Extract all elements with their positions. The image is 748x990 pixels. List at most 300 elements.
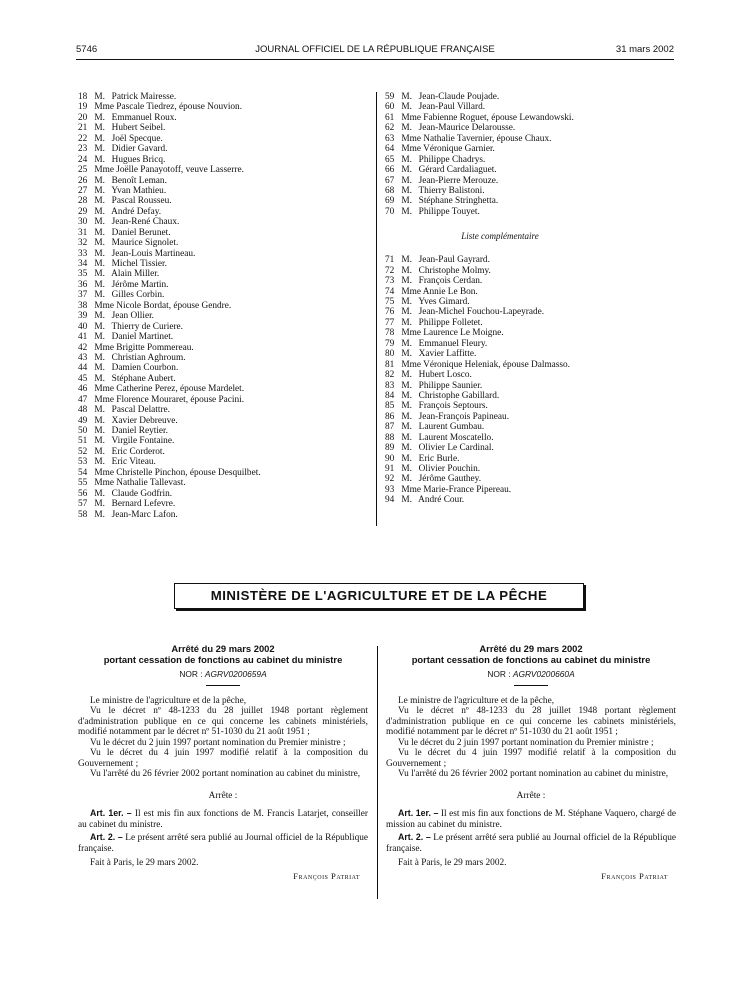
entry-civility: M. [94, 227, 105, 238]
entry-rank: 73 [385, 276, 395, 287]
entry-civility: Mme [94, 384, 114, 395]
entry-rank: 59 [385, 92, 395, 102]
list-item [78, 322, 261, 332]
entry-civility: M. [401, 474, 412, 485]
column-divider [376, 92, 377, 526]
entry-civility: M. [94, 426, 105, 436]
entry-rank: 36 [78, 279, 88, 290]
entry-rank: 77 [385, 317, 395, 328]
entry-name: Olivier Pouchin. [418, 464, 481, 474]
entry-rank: 37 [78, 290, 88, 301]
nor-label: NOR : [487, 669, 513, 679]
entry-name: Christian Aghroum. [111, 352, 186, 363]
list-item [385, 123, 615, 133]
preamble-paragraph: Vu le décret du 2 juin 1997 portant nomination du Premier ministre ; [90, 737, 346, 748]
list-item [78, 447, 261, 457]
entry-rank: 24 [78, 154, 88, 165]
entry-civility: M. [94, 290, 105, 301]
entry-civility: M. [94, 123, 105, 134]
title-rule [514, 685, 548, 686]
entry-civility: Mme [94, 467, 114, 478]
entry-name: Jérôme Gauthey. [418, 474, 482, 485]
decree-title: Arrêté du 29 mars 2002 [479, 643, 583, 654]
entry-civility: M. [401, 255, 412, 266]
list-item [78, 353, 261, 363]
list-item [385, 297, 615, 307]
list-item [78, 416, 261, 426]
entry-rank: 87 [385, 422, 395, 433]
entry-civility: M. [401, 175, 412, 186]
list-item [78, 259, 261, 269]
entry-name: Thierry de Curiere. [111, 321, 183, 332]
list-item [78, 280, 261, 290]
signature: François Patriat [293, 870, 360, 881]
list-item [78, 332, 261, 342]
entry-name: Nicole Bordat, épouse Gendre. [116, 300, 232, 311]
entry-rank: 63 [385, 133, 395, 144]
entry-name: Hugues Bricq. [111, 154, 166, 165]
signature: François Patriat [601, 870, 668, 881]
entry-civility: M. [94, 352, 105, 363]
entry-name: Laurent Gumbau. [418, 422, 485, 433]
nor-reference [386, 669, 676, 680]
list-item [385, 266, 615, 276]
list-item [385, 401, 615, 411]
entry-civility: M. [401, 154, 412, 165]
entry-civility: Mme [401, 484, 421, 495]
journal-title: JOURNAL OFFICIEL DE LA RÉPUBLIQUE FRANÇAISE [255, 44, 495, 55]
list-item [385, 454, 615, 464]
list-item [385, 349, 615, 359]
entry-rank: 70 [385, 206, 395, 217]
complementary-list-title: Liste complémentaire [461, 231, 539, 242]
decree-title: Arrêté du 29 mars 2002 [171, 643, 275, 654]
entry-rank: 94 [385, 495, 395, 506]
ministry-banner: MINISTÈRE DE L'AGRICULTURE ET DE LA PÊCHE [174, 583, 584, 609]
entry-name: François Septours. [418, 401, 488, 412]
entry-civility: M. [401, 390, 412, 401]
article-2-text: Le présent arrêté sera publié au Journal officiel de la République française. [78, 833, 368, 854]
entry-rank: 44 [78, 363, 88, 374]
entry-name: André Defay. [111, 206, 162, 217]
list-item [78, 510, 261, 520]
right-name-list [385, 92, 615, 506]
entry-civility: M. [94, 446, 105, 457]
list-item [385, 276, 615, 286]
entry-rank: 41 [78, 332, 88, 343]
entry-rank: 64 [385, 144, 395, 155]
entry-civility: M. [401, 317, 412, 328]
list-item [78, 395, 261, 405]
article-2-label: Art. 2. – [398, 832, 431, 842]
list-item [78, 102, 261, 112]
entry-rank: 84 [385, 390, 395, 401]
list-item [78, 426, 261, 436]
entry-civility: M. [401, 265, 412, 276]
entry-rank: 33 [78, 248, 88, 259]
entry-civility: Mme [401, 328, 421, 339]
entry-rank: 80 [385, 349, 395, 360]
entry-civility: M. [401, 92, 412, 102]
list-item [78, 363, 261, 373]
entry-rank: 25 [78, 165, 88, 176]
entry-name: Florence Mouraret, épouse Pacini. [116, 394, 245, 405]
entry-name: Jérôme Martin. [111, 279, 169, 290]
nor-code: AGRV0200659A [204, 669, 267, 679]
entry-name: Stéphane Aubert. [111, 373, 176, 384]
entry-name: François Cerdan. [418, 276, 483, 287]
entry-rank: 60 [385, 102, 395, 113]
entry-rank: 47 [78, 394, 88, 405]
entry-rank: 88 [385, 432, 395, 443]
list-item [385, 370, 615, 380]
entry-rank: 54 [78, 467, 88, 478]
article-1 [386, 808, 676, 830]
entry-civility: M. [401, 165, 412, 176]
list-item [78, 123, 261, 133]
entry-civility: M. [94, 269, 105, 280]
entry-rank: 75 [385, 297, 395, 307]
list-item [385, 155, 615, 165]
entry-rank: 79 [385, 338, 395, 349]
list-item [78, 499, 261, 509]
entry-name: Yves Gimard. [418, 297, 470, 307]
preamble-paragraph: Vu le décret du 4 juin 1997 modifié relatif à la composition du Gouvernement ; [386, 748, 676, 769]
entry-civility: M. [94, 499, 105, 510]
entry-rank: 68 [385, 185, 395, 196]
entry-rank: 34 [78, 259, 88, 269]
entry-civility: M. [94, 112, 105, 123]
page-header [76, 44, 674, 58]
entry-civility: M. [401, 411, 412, 422]
entry-name: Nathalie Tavernier, épouse Chaux. [423, 133, 552, 144]
entry-name: Bernard Lefevre. [111, 499, 176, 510]
entry-civility: M. [94, 436, 105, 447]
list-item [78, 269, 261, 279]
entry-name: Christelle Pinchon, épouse Desquilbet. [116, 467, 261, 478]
entry-name: Joël Specque. [111, 133, 163, 144]
entry-civility: M. [94, 144, 105, 155]
entry-name: Jean-René Chaux. [111, 217, 180, 228]
entry-civility: Mme [94, 394, 114, 405]
entry-civility: M. [401, 432, 412, 443]
entry-civility: M. [94, 196, 105, 207]
entry-rank: 53 [78, 457, 88, 468]
list-item [78, 155, 261, 165]
list-item [78, 249, 261, 259]
entry-civility: Mme [94, 478, 114, 489]
place-and-date: Fait à Paris, le 29 mars 2002. [398, 858, 507, 868]
entry-rank: 21 [78, 123, 88, 134]
entry-civility: M. [401, 276, 412, 287]
entry-name: Benoît Leman. [111, 175, 167, 186]
entry-rank: 52 [78, 446, 88, 457]
entry-civility: Mme [401, 133, 421, 144]
entry-civility: M. [94, 248, 105, 259]
entry-name: Didier Gavard. [111, 144, 168, 155]
list-item [78, 186, 261, 196]
entry-name: Jean-Marc Lafon. [111, 509, 178, 520]
entry-name: Laurence Le Moigne. [423, 328, 504, 339]
list-item [78, 176, 261, 186]
list-item [78, 489, 261, 499]
list-item [385, 422, 615, 432]
arrete-heading: Arrête : [516, 790, 546, 801]
entry-civility: M. [94, 332, 105, 343]
entry-civility: M. [401, 453, 412, 464]
entry-rank: 26 [78, 175, 88, 186]
entry-civility: M. [94, 279, 105, 290]
nor-reference [78, 669, 368, 680]
list-item [385, 474, 615, 484]
entry-civility: M. [401, 495, 412, 506]
entry-rank: 38 [78, 300, 88, 311]
entry-name: Virgile Fontaine. [111, 436, 175, 447]
entry-name: Hubert Losco. [418, 370, 472, 381]
entry-rank: 78 [385, 328, 395, 339]
list-item [78, 405, 261, 415]
list-item [78, 228, 261, 238]
entry-name: Eric Viteau. [111, 457, 156, 468]
place-and-date: Fait à Paris, le 29 mars 2002. [90, 858, 199, 868]
entry-civility: M. [94, 488, 105, 499]
entry-rank: 93 [385, 484, 395, 495]
entry-civility: M. [94, 238, 105, 249]
entry-rank: 61 [385, 112, 395, 123]
entry-rank: 45 [78, 373, 88, 384]
list-item [78, 374, 261, 384]
entry-name: Véronique Heleniak, épouse Dalmasso. [423, 359, 571, 370]
entry-rank: 83 [385, 380, 395, 391]
entry-name: Claude Godfrin. [111, 488, 173, 499]
list-item [78, 384, 261, 394]
entry-name: Pascal Rousseu. [111, 196, 172, 207]
entry-name: Eric Corderot. [111, 446, 165, 457]
list-item [385, 339, 615, 349]
header-rule [76, 59, 674, 60]
list-item [385, 113, 615, 123]
entry-civility: M. [401, 185, 412, 196]
title-rule [206, 685, 240, 686]
list-item [385, 196, 615, 206]
entry-name: Catherine Perez, épouse Mardelet. [116, 384, 245, 395]
entry-name: Thierry Balistoni. [418, 185, 485, 196]
preamble-paragraph: Vu l'arrêté du 26 février 2002 portant nomination au cabinet du ministre, [90, 769, 361, 779]
entry-rank: 66 [385, 165, 395, 176]
entry-name: Jean-Pierre Merouze. [418, 175, 499, 186]
entry-name: Jean-Paul Villard. [418, 102, 486, 113]
entry-civility: M. [94, 373, 105, 384]
preamble-paragraph: Vu le décret nº 48-1233 du 28 juillet 1948 portant règlement d'administration publique en ce qui concerne les cabinets ministériels, modifié notamment par le décret nº 51-1030 du 21 août 1951 ; [386, 706, 676, 737]
list-item [385, 144, 615, 154]
entry-name: Jean-Michel Fouchou-Lapeyrade. [418, 307, 545, 318]
entry-civility: Mme [94, 102, 114, 113]
entry-rank: 62 [385, 123, 395, 134]
list-item [385, 165, 615, 175]
entry-rank: 74 [385, 286, 395, 297]
entry-civility: M. [401, 196, 412, 207]
entry-civility: M. [401, 422, 412, 433]
entry-rank: 86 [385, 411, 395, 422]
list-item [385, 443, 615, 453]
entry-civility: M. [401, 307, 412, 318]
list-item [385, 328, 615, 338]
entry-rank: 27 [78, 185, 88, 196]
list-item [385, 287, 615, 297]
entry-rank: 28 [78, 196, 88, 207]
entry-name: Alain Miller. [111, 269, 160, 280]
left-name-list [78, 92, 261, 520]
entry-name: Olivier Le Cardinal. [418, 443, 494, 454]
entry-name: Philippe Saunier. [418, 380, 483, 391]
entry-name: Emmanuel Fleury. [418, 338, 488, 349]
entry-civility: M. [94, 185, 105, 196]
entry-name: Nathalie Tallevast. [116, 478, 186, 489]
entry-civility: M. [94, 457, 105, 468]
entry-rank: 30 [78, 217, 88, 228]
article-2 [78, 832, 368, 854]
list-item [385, 102, 615, 112]
entry-name: Laurent Moscatello. [418, 432, 494, 443]
article-2 [386, 832, 676, 854]
list-item [78, 207, 261, 217]
entry-name: Michel Tissier. [111, 259, 167, 269]
entry-name: Daniel Berunet. [111, 227, 171, 238]
entry-name: Daniel Martinet. [111, 332, 174, 343]
entry-civility: M. [401, 464, 412, 474]
list-item [385, 318, 615, 328]
entry-rank: 42 [78, 342, 88, 353]
entry-civility: M. [401, 349, 412, 360]
list-item [385, 360, 615, 370]
entry-name: Stéphane Stringhetta. [418, 196, 499, 207]
entry-name: Gilles Corbin. [111, 290, 165, 301]
entry-name: Philippe Folletet. [418, 317, 483, 328]
entry-civility: M. [94, 133, 105, 144]
entry-name: Pascal Delattre. [111, 405, 170, 416]
entry-rank: 22 [78, 133, 88, 144]
entry-name: Jean-Maurice Delarousse. [418, 123, 516, 134]
list-item [78, 468, 261, 478]
list-item [385, 307, 615, 317]
preamble-paragraph: Vu le décret nº 48-1233 du 28 juillet 1948 portant règlement d'administration publique en ce qui concerne les cabinets ministériels, modifié notamment par le décret nº 51-1030 du 21 août 1951 ; [78, 706, 368, 737]
entry-name: Marie-France Pipereau. [423, 484, 512, 495]
entry-civility: M. [94, 154, 105, 165]
list-item [385, 495, 615, 505]
entry-civility: M. [401, 123, 412, 134]
entry-rank: 91 [385, 464, 395, 474]
entry-civility: M. [401, 370, 412, 381]
entry-civility: M. [94, 415, 105, 426]
entry-rank: 18 [78, 92, 88, 102]
entry-name: Jean-Paul Gayrard. [418, 255, 490, 266]
entry-rank: 71 [385, 255, 395, 266]
entry-name: Jean-Claude Poujade. [418, 92, 500, 102]
list-item [78, 165, 261, 175]
entry-name: Fabienne Roguet, épouse Lewandowski. [423, 112, 574, 123]
nor-code: AGRV0200660A [512, 669, 575, 679]
preamble-paragraph: Le ministre de l'agriculture et de la pêche, [398, 695, 555, 706]
entry-name: Xavier Laffitte. [418, 349, 477, 360]
entry-civility: M. [94, 405, 105, 416]
list-item [78, 144, 261, 154]
entry-rank: 67 [385, 175, 395, 186]
entry-name: Patrick Mairesse. [111, 92, 177, 102]
arrete-heading: Arrête : [208, 790, 238, 801]
entry-rank: 29 [78, 206, 88, 217]
entry-name: Hubert Seibel. [111, 123, 166, 134]
entry-rank: 58 [78, 509, 88, 520]
entry-name: André Cour. [418, 495, 465, 506]
entry-name: Philippe Touyet. [418, 206, 480, 217]
entry-civility: M. [94, 217, 105, 228]
entry-rank: 90 [385, 453, 395, 464]
list-item [385, 464, 615, 474]
entry-civility: M. [401, 206, 412, 217]
entry-rank: 81 [385, 359, 395, 370]
list-item [385, 391, 615, 401]
list-item [385, 485, 615, 495]
entry-name: Joëlle Panayotoff, veuve Lasserre. [116, 165, 244, 176]
entry-rank: 19 [78, 102, 88, 113]
entry-name: Yvan Mathieu. [111, 185, 167, 196]
entry-rank: 39 [78, 311, 88, 322]
entry-rank: 43 [78, 352, 88, 363]
entry-civility: Mme [94, 300, 114, 311]
entry-civility: Mme [94, 342, 114, 353]
entry-civility: M. [401, 380, 412, 391]
list-item [385, 176, 615, 186]
entry-name: Pascale Tiedrez, épouse Nouvion. [116, 102, 243, 113]
entry-name: Daniel Reytier. [111, 426, 168, 436]
article-1 [78, 808, 368, 830]
entry-rank: 85 [385, 401, 395, 412]
entry-name: Philippe Chadrys. [418, 154, 486, 165]
entry-rank: 82 [385, 370, 395, 381]
entry-rank: 69 [385, 196, 395, 207]
list-item [78, 436, 261, 446]
preamble-paragraph: Vu le décret du 4 juin 1997 modifié relatif à la composition du Gouvernement ; [78, 748, 368, 769]
entry-civility: M. [94, 259, 105, 269]
list-item [78, 113, 261, 123]
decree-left [78, 643, 368, 881]
entry-rank: 20 [78, 112, 88, 123]
list-item [78, 134, 261, 144]
list-item [385, 255, 615, 265]
entry-civility: M. [401, 102, 412, 113]
entry-rank: 56 [78, 488, 88, 499]
entry-civility: M. [94, 311, 105, 322]
list-item [385, 92, 615, 102]
decree-divider [377, 646, 378, 899]
entry-civility: M. [94, 175, 105, 186]
issue-date: 31 mars 2002 [615, 44, 674, 55]
entry-name: Jean Ollier. [111, 311, 154, 322]
entry-rank: 49 [78, 415, 88, 426]
preamble-paragraph: Vu l'arrêté du 26 février 2002 portant nomination au cabinet du ministre, [398, 769, 669, 779]
entry-civility: M. [401, 297, 412, 307]
list-item [78, 478, 261, 488]
list-item [78, 290, 261, 300]
entry-name: Annie Le Bon. [422, 286, 478, 297]
entry-rank: 40 [78, 321, 88, 332]
list-item [385, 207, 615, 217]
entry-rank: 76 [385, 307, 395, 318]
entry-name: Emmanuel Roux. [111, 112, 177, 123]
article-1-label: Art. 1er. – [90, 808, 132, 818]
entry-name: Damien Courbon. [111, 363, 179, 374]
article-1-text: Il est mis fin aux fonctions de M. Francis Latarjet, conseiller au cabinet du ministre. [78, 809, 368, 830]
